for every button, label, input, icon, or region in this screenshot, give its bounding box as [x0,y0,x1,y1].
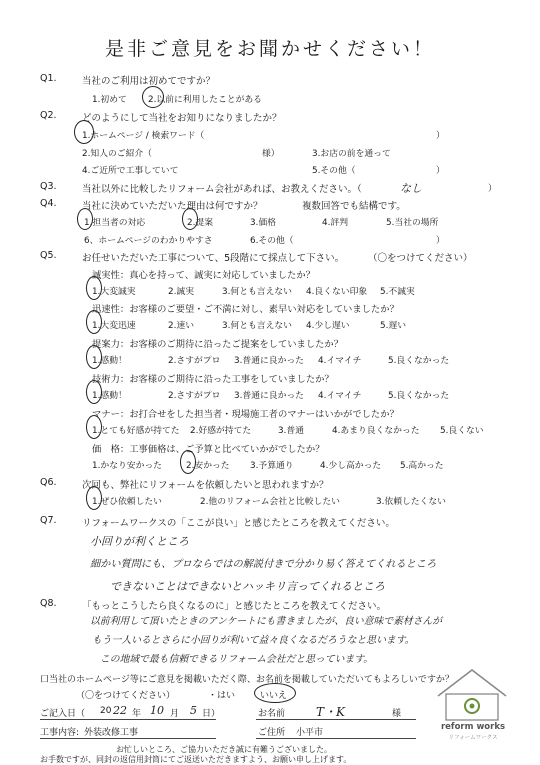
q5-item-head: 迅速性：お客様のご要望・ご不満に対し、素早い対応をしていましたか？ [92,304,399,315]
name-suffix: 様 [392,709,402,719]
q4-note: 複数回答でも結構です。 [302,201,406,212]
q8-answer-line: もう一人いるとさらに小回りが利いて益々良くなるだろうなと思います。 [92,635,415,646]
q4-option-3[interactable]: 3.価格 [250,218,276,228]
q2-text: どのようにして当社をお知りになりましたか？ [82,113,282,124]
q5-option[interactable]: 2.安かった [186,461,230,471]
q5-note: （〇をつけてください） [368,253,473,264]
q5-option[interactable]: 3.普通 [278,426,304,436]
q5-option[interactable]: 4.イマイチ [318,391,362,401]
q5-option[interactable]: 3.普通に良かった [234,356,304,366]
answer-circle [86,380,102,404]
consent-no[interactable]: いいえ [260,691,288,701]
q6-text: 次回も、弊社にリフォームを依頼したいと思われますか？ [82,480,329,491]
q2-option-5-close: ） [436,166,445,176]
q5-option[interactable]: 4.イマイチ [318,356,362,366]
answer-circle [86,486,102,510]
q5-option[interactable]: 2.さすがプロ [168,356,221,366]
q5-text: お任せいただいた工事について、5段階にて採点して下さい。 [82,253,345,264]
q3-label: Q3. [40,181,57,192]
work-value: 外装改修工事 [84,728,139,738]
q5-option[interactable]: 5.遅い [380,321,406,331]
underline [256,719,416,720]
q4-label: Q4. [40,198,57,209]
answer-circle [254,683,296,703]
q5-option[interactable]: 5.高かった [400,461,444,471]
address-value: 小平市 [296,728,324,738]
q5-option[interactable]: 2.さすがプロ [168,391,221,401]
logo-subtext: リフォームワークス [448,735,498,741]
answer-circle [142,86,164,108]
q5-option[interactable]: 1.かなり安かった [92,461,162,471]
address-label: ご住所 [258,728,286,738]
date-day-unit: 日） [202,709,221,719]
q4-option-5[interactable]: 5.当社の場所 [386,218,439,228]
consent-question: 口当社のホームページ等にご意見を掲載いただく際、お名前を掲載していただいてもよろしいですか？ [40,675,454,685]
q4-option-4[interactable]: 4.評判 [322,218,348,228]
q4-option-7-close: ） [436,236,445,246]
q5-option[interactable]: 1.大変迅速 [92,321,136,331]
underline [40,738,216,739]
name-value: T・K [316,705,345,719]
q5-option[interactable]: 4.あまり良くなかった [332,426,420,436]
date-month: 10 [150,704,164,717]
q8-answer-line: この地域で最も信頼できるリフォーム会社だと思っています。 [100,654,374,665]
thanks-line-2: お手数ですが、同封の返信用封筒にてご返送いただきますよう、お願い申し上げます。 [40,755,352,764]
date-month-unit: 月 [170,709,180,719]
q7-text: リフォームワークスの「ここが良い」と感じたところを教えてください。 [82,518,395,529]
q5-option[interactable]: 5.良くなかった [388,391,450,401]
q8-answer-line: 以前利用して頂いたときのアンケートにも書きましたが、良い意味で素材さんが [90,616,443,627]
q5-option[interactable]: 4.少し高かった [320,461,382,471]
q5-option[interactable]: 2.好感が持てた [190,426,252,436]
q5-option[interactable]: 2.速い [168,321,194,331]
q6-option-3[interactable]: 3.依頼したくない [376,497,446,507]
q7-answer-line: 小回りが利くところ [90,535,189,548]
date-year-unit: 年 [132,709,142,719]
q5-item-head: 提案力：お客様のご期待に沿ったご提案をしていましたか？ [92,339,344,350]
q5-option[interactable]: 4.良くない印象 [306,287,368,297]
answer-circle [86,415,102,439]
thanks-line-1: お忙しいところ、ご協力いただき誠に有難うございました。 [116,745,332,754]
logo-text: reform works [440,722,506,732]
q6-option-1[interactable]: 1.ぜひ依頼したい [92,497,162,507]
q7-label: Q7. [40,515,57,526]
q2-option-1-close: ） [436,131,445,141]
q2-option-1[interactable]: 1.ホームページ / 検索ワード（ [82,131,205,141]
q8-text: 「もっとこうしたら良くなるのに」と感じたところを教えてください。 [82,601,387,612]
q4-option-2[interactable]: 2.提案 [187,218,213,228]
q5-item-head: 技術力：お客様のご期待に沿った工事をしていましたか？ [92,374,334,385]
date-year: 22 [113,704,127,717]
q2-option-4[interactable]: 4.ご近所で工事していて [82,166,179,176]
underline [40,719,216,720]
q5-option[interactable]: 1.感動！ [92,356,127,366]
q8-label: Q8. [40,598,57,609]
q2-option-2-suffix: 様） [262,149,280,159]
q5-item-head: 価 格：工事価格は、ご予算と比べていかがでしたか？ [92,444,325,455]
answer-circle [77,208,93,230]
q5-option[interactable]: 1.感動！ [92,391,127,401]
q4-option-1[interactable]: 1.担当者の対応 [84,218,146,228]
consent-yes[interactable]: ・はい [208,691,236,701]
q5-option[interactable]: 3.何とも言えない [222,321,292,331]
q5-option[interactable]: 1.とても好感が持てた [92,426,180,436]
q2-option-3[interactable]: 3.お店の前を通って [312,149,391,159]
q3-text: 当社以外に比較したリフォーム会社があれば、お教えください。（ [82,184,362,195]
answer-circle [86,345,102,369]
house-logo-icon [432,666,512,722]
q3-answer: なし [400,182,422,195]
q5-label: Q5. [40,250,57,261]
q5-option[interactable]: 1.大変誠実 [92,287,136,297]
q1-text: 当社のご利用は初めてですか？ [82,76,216,87]
name-label: お名前 [258,709,286,719]
q1-option-2[interactable]: 2.以前に利用したことがある [148,95,262,105]
q5-option[interactable]: 4.少し遅い [306,321,350,331]
q2-option-5[interactable]: 5.その他（ [312,166,356,176]
q4-text: 当社に決めていただいた理由は何ですか？ [82,201,263,212]
q5-option[interactable]: 3.何とも言えない [222,287,292,297]
q7-answer-line: できないことはできないとハッキリ言ってくれるところ [110,580,385,593]
q1-option-1[interactable]: 1.初めて [92,95,127,105]
q5-item-head: マナー：お打合せをした担当者・現場施工者のマナーはいかがでしたか？ [92,409,399,420]
q4-option-6[interactable]: 6、ホームページのわかりやすさ [84,236,213,246]
date-label: ご記入日（ [40,709,86,719]
date-day: 5 [190,704,197,717]
q5-option[interactable]: 3.普通に良かった [234,391,304,401]
q6-option-2[interactable]: 2.他のリフォーム会社と比較したい [200,497,340,507]
q5-option[interactable]: 3.予算通り [250,461,294,471]
q5-option[interactable]: 5.不誠実 [380,287,415,297]
company-logo [432,666,512,741]
answer-circle [180,450,196,474]
q2-label: Q2. [40,110,57,121]
q5-item-head: 誠実性：真心を持って、誠実に対応していましたか？ [92,270,315,281]
work-label: 工事内容: [40,728,80,738]
q2-option-2[interactable]: 2.知人のご紹介（ [82,149,152,159]
q1-label: Q1. [40,73,57,84]
q5-option[interactable]: 5.良くない [440,426,484,436]
q6-label: Q6. [40,477,57,488]
q3-close: ） [488,184,497,194]
q7-answer-line: 細かい質問にも、プロならではの解説付きで分かり易く答えてくれるところ [90,559,437,570]
answer-circle [86,276,102,300]
q5-option[interactable]: 5.良くなかった [388,356,450,366]
q4-option-7[interactable]: 6.その他（ [250,236,294,246]
answer-circle [74,120,94,144]
answer-circle [86,310,102,334]
answer-circle [182,208,198,230]
consent-mark-note: （〇をつけてください） [76,691,176,701]
underline [256,738,416,739]
q5-option[interactable]: 2.誠実 [168,287,194,297]
date-era: 20 [100,706,112,716]
survey-title: 是非ご意見をお聞かせください！ [104,38,435,60]
